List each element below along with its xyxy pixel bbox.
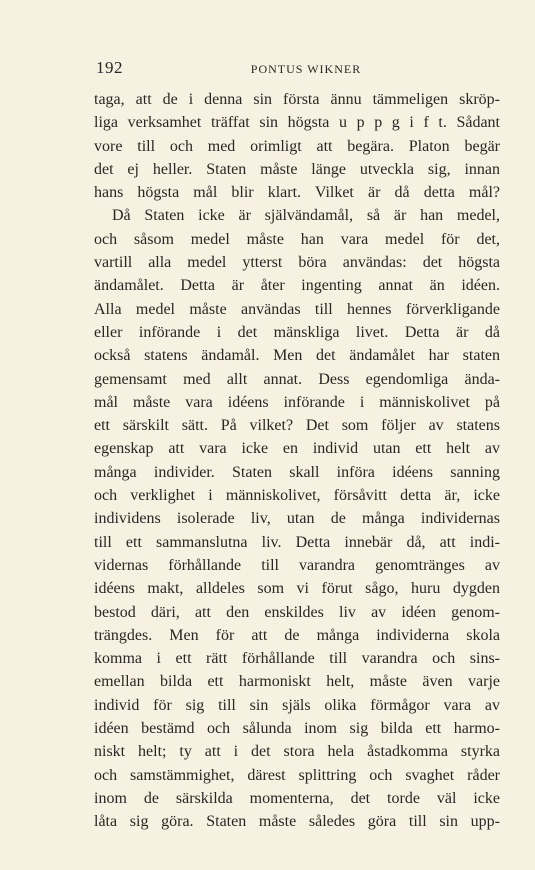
text-line: bestod däri, att den enskildes liv av idéen genom- (94, 603, 500, 621)
text-line: komma i ett rätt förhållande till varandra och sins- (94, 650, 500, 668)
text-line: trängdes. Men för att de många individerna skola (94, 626, 500, 644)
text-line: och verklighet i människolivet, försåvitt detta är, icke (94, 487, 500, 505)
text-line: det ej heller. Staten måste länge utveckla sig, innan (94, 160, 500, 178)
text-line: hans högsta mål blir klart. Vilket är då detta mål? (94, 184, 500, 202)
text-line: idéens makt, alldeles som vi förut sågo, huru dygden (94, 580, 500, 598)
page-number: 192 (96, 58, 123, 77)
text-line: ett särskilt sätt. På vilket? Det som följer av statens (94, 417, 500, 435)
text-line: vartill alla medel ytterst böra användas: det högsta (94, 254, 500, 272)
text-line: liga verksamhet träffat sin högsta u p p g i f t. Sådant (94, 114, 500, 132)
text-line: taga, att de i denna sin första ännu tämmeligen skröp- (94, 91, 500, 108)
text-line: egenskap att vara icke en individ utan ett helt av (94, 440, 500, 458)
text-line: emellan bilda ett harmoniskt helt, måste även varje (94, 673, 500, 691)
running-head (96, 58, 498, 82)
text-line: inom de särskilda momenterna, det torde väl icke (94, 789, 500, 807)
text-line: många individer. Staten skall införa idéens sanning (94, 463, 500, 481)
text-line: mål måste vara idéens införande i människolivet på (94, 393, 500, 411)
text-line: eller införande i det mänskliga livet. Detta är då (94, 323, 500, 341)
text-line: och såsom medel måste han vara medel för det, (94, 230, 500, 248)
text-line: vidernas förhållande till varandra genomtränges av (94, 556, 500, 574)
text-line: individ för sig till sin själs olika förmågor vara av (94, 696, 500, 714)
text-line: Alla medel måste användas till hennes förverkligande (94, 300, 500, 318)
text-line: idéen bestämd och sålunda inom sig bilda ett harmo- (94, 720, 500, 738)
text-line: och samstämmighet, därest splittring och svaghet råder (94, 766, 500, 784)
text-line: till ett sammanslutna liv. Detta innebär då, att indi- (94, 533, 500, 551)
body-text (94, 88, 500, 834)
text-line: låta sig göra. Staten måste således göra till sin upp- (94, 813, 500, 831)
text-line: också statens ändamål. Men det ändamålet har staten (94, 347, 500, 365)
text-line: Då Staten icke är självändamål, så är han medel, (112, 207, 500, 225)
text-line: gemensamt med allt annat. Dess egendomliga ända- (94, 370, 500, 388)
running-title: PONTUS WIKNER (250, 62, 362, 76)
text-line: vore till och med orimligt att begära. Platon begär (94, 137, 500, 155)
text-line: niskt helt; ty att i det stora hela åstadkomma styrka (94, 743, 500, 761)
text-line: ändamålet. Detta är åter ingenting annat än idéen. (94, 277, 500, 295)
text-line: individens isolerade liv, utan de många individernas (94, 510, 500, 528)
